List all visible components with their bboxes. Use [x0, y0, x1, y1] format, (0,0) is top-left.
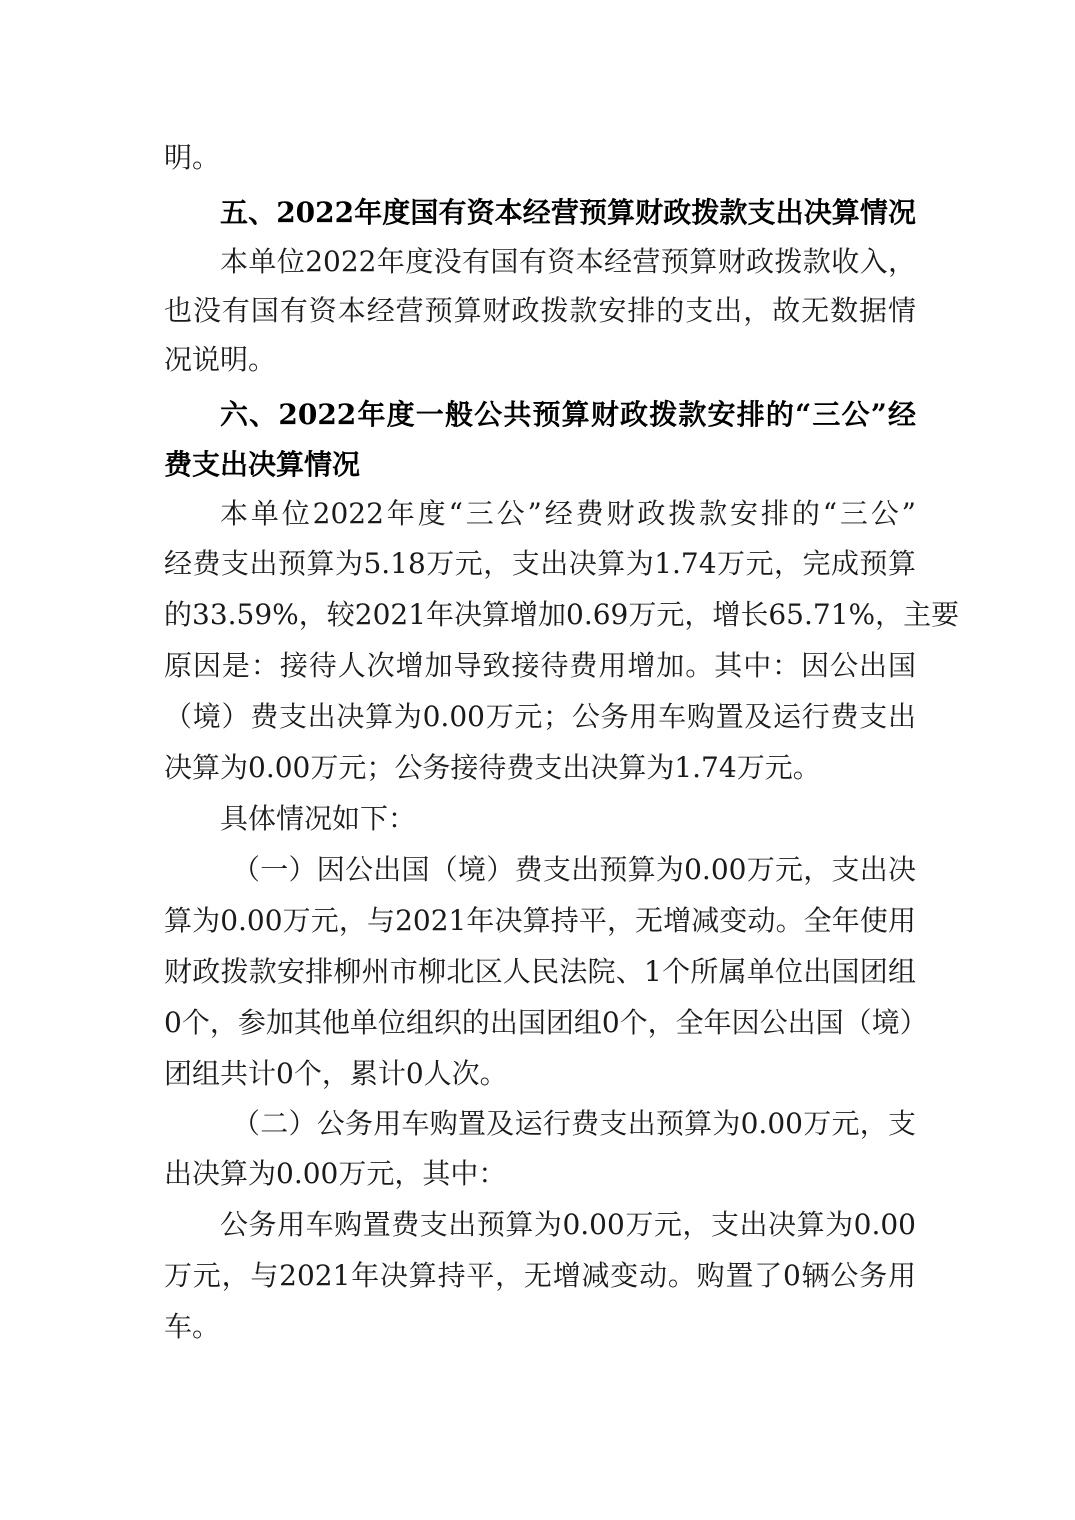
- paragraph-line: 万元，与2021年决算持平，无增减变动。购置了0辆公务用: [164, 1259, 916, 1292]
- paragraph-line: 况说明。: [164, 343, 277, 376]
- paragraph-line: 经费支出预算为5.18万元，支出决算为1.74万元，完成预算: [164, 547, 916, 580]
- paragraph-line: 团组共计0个，累计0人次。: [164, 1057, 508, 1090]
- section-heading-five: 五、2022年度国有资本经营预算财政拨款支出决算情况: [220, 196, 916, 229]
- paragraph-line: 车。: [164, 1310, 221, 1343]
- paragraph-line: 明。: [164, 141, 221, 174]
- paragraph-line: 的33.59%，较2021年决算增加0.69万元，增长65.71%，主要: [164, 598, 960, 631]
- paragraph-line: 本单位2022年度“三公”经费财政拨款安排的“三公”: [220, 497, 916, 530]
- paragraph-line: 公务用车购置费支出预算为0.00万元，支出决算为0.00: [220, 1208, 916, 1241]
- paragraph-line: 本单位2022年度没有国有资本经营预算财政拨款收入，: [220, 245, 916, 278]
- paragraph-line: （一）因公出国（境）费支出预算为0.00万元，支出决: [232, 853, 916, 886]
- paragraph-line: 算为0.00万元，与2021年决算持平，无增减变动。全年使用: [164, 904, 916, 937]
- paragraph-line: 也没有国有资本经营预算财政拨款安排的支出，故无数据情: [164, 294, 916, 327]
- paragraph-line: 出决算为0.00万元，其中：: [164, 1157, 507, 1190]
- paragraph-line: （二）公务用车购置及运行费支出预算为0.00万元，支: [232, 1107, 916, 1140]
- paragraph-line: 决算为0.00万元；公务接待费支出决算为1.74万元。: [164, 751, 821, 784]
- paragraph-line: 0个，参加其他单位组织的出国团组0个，全年因公出国（境）: [164, 1006, 928, 1039]
- paragraph-line: 财政拨款安排柳州市柳北区人民法院、1个所属单位出国团组: [164, 955, 916, 988]
- section-heading-six-cont: 费支出决算情况: [164, 448, 361, 481]
- paragraph-line: 具体情况如下：: [220, 802, 417, 835]
- paragraph-line: （境）费支出决算为0.00万元；公务用车购置及运行费支出: [164, 700, 916, 733]
- paragraph-line: 原因是：接待人次增加导致接待费用增加。其中：因公出国: [164, 649, 916, 682]
- section-heading-six: 六、2022年度一般公共预算财政拨款安排的“三公”经: [220, 398, 916, 431]
